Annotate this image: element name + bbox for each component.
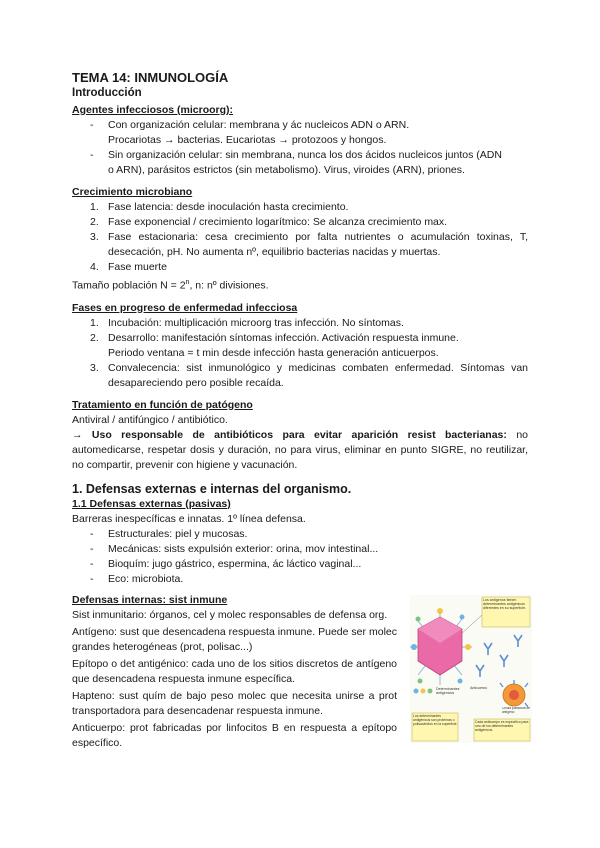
population-formula [72, 275, 528, 294]
list-item [72, 118, 528, 148]
formula-exponent: n [185, 279, 190, 286]
agentes-item-line: Sin organización celular: sin membrana, nunca los dos ácidos nucleicos juntos (ADN [108, 149, 502, 161]
list-text: Bioquím: jugo gástrico, espermina, ác láctico vaginal... [108, 557, 362, 570]
fases-heading: Fases en progreso de enfermedad infecciosa [72, 301, 298, 314]
defensas-heading: 1. Defensas externas e internas del organismo. [72, 481, 352, 496]
agentes-item-line: Procariotas → bacterias. Eucariotas → protozoos y hongos. [108, 134, 387, 146]
paragraph: Epítopo o det antigénico: cada uno de los sitios discretos de antígeno que desencadena respuesta inmune específica. [72, 657, 397, 685]
agentes-item-line: Con organización celular: membrana y ác nucleicos ADN o ARN. [108, 119, 410, 131]
antigen-figure [410, 595, 532, 743]
bullet: - [90, 119, 94, 131]
paragraph: Sist inmunitario: órganos, cel y molec responsables de defensa org. [72, 608, 388, 621]
figure-label-cel-text: Célula portadora de antígeno [502, 706, 530, 714]
list-number: 4. [90, 261, 99, 273]
figure-note-left-text: Los determinantes antigénicos son proteínas o polisacáridos en la superficie. [413, 713, 458, 726]
figure-label-determinantes-text: Determinantes antigénicos [436, 686, 460, 695]
figure-note-top [483, 598, 530, 626]
tratamiento-heading: Tratamiento en función de patógeno [72, 398, 253, 411]
figure-note-top-text: Los antígenos tienen determinantes antigénicos diferentes en su superficie. [483, 597, 526, 610]
list-text: Eco: microbiota. [108, 572, 184, 585]
figure-note-right-text: Cada anticuerpo es específico para uno de los determinantes antigénicos. [475, 719, 529, 732]
intro-heading: Introducción [72, 87, 142, 99]
paragraph: Anticuerpo: prot fabricadas por linfocitos B en respuesta a epítopo específico. [72, 721, 397, 749]
list-number: 2. [90, 331, 99, 344]
list-text: Fase muerte [108, 261, 167, 273]
list-item [72, 200, 528, 215]
bullet: - [90, 572, 94, 585]
figure-label-anticuerpo [470, 681, 500, 689]
bullet: - [90, 557, 94, 570]
page-title: TEMA 14: INMUNOLOGÍA [72, 70, 229, 85]
list-item [72, 215, 528, 230]
list-item [72, 316, 528, 331]
list-item [72, 361, 528, 391]
formula-prefix: Tamaño población N = 2 [72, 279, 186, 292]
list-text: Mecánicas: sists expulsión exterior: orina, mov intestinal... [108, 542, 379, 555]
figure-label-cel [502, 707, 532, 719]
list-number: 2. [90, 216, 99, 228]
tratamiento-bold: Uso responsable de antibióticos para evitar aparición resist bacterianas: [91, 428, 507, 441]
internas-text [72, 593, 397, 751]
agentes-heading: Agentes infecciosos (microorg): [72, 104, 234, 116]
list-text: Fase exponencial / crecimiento logarítmico: Se alcanza crecimiento max. [108, 216, 448, 228]
list-text-extra: Periodo ventana = t min desde infección hasta generación anticuerpos. [108, 346, 439, 359]
list-number: 3. [90, 231, 99, 243]
crecimiento-heading: Crecimiento microbiano [72, 186, 193, 198]
figure-note-left [413, 714, 458, 740]
paragraph: Hapteno: sust quím de bajo peso molec que necesita unirse a prot transportadora para desencadenar respuesta inmune. [72, 689, 397, 717]
legend-dot-icon [421, 688, 426, 693]
figure-note-right [475, 720, 530, 740]
internas-heading: Defensas internas: sist inmune [72, 593, 228, 606]
list-item [72, 230, 528, 260]
list-item [72, 527, 528, 542]
tratamiento-paragraph [72, 428, 528, 473]
list-item [72, 331, 528, 361]
legend-dot-icon [428, 688, 433, 693]
list-number: 1. [90, 201, 99, 213]
bullet: - [90, 149, 94, 161]
list-text: Incubación: multiplicación microorg tras infección. No síntomas. [108, 316, 404, 329]
formula-suffix: , n: nº divisiones. [189, 279, 269, 292]
list-text: Estructurales: piel y mucosas. [108, 527, 248, 540]
list-item [72, 572, 528, 587]
defensas-subheading: 1.1 Defensas externas (pasivas) [72, 497, 231, 510]
tratamiento-rest: no automedicarse, respetar dosis y duración, no para virus, eliminar en punto SIGRE, no reutilizar, no compartir, prevenir con higiene y vacunación. [72, 428, 528, 471]
agentes-item-line: o ARN), parásitos estrictos (sin metabolismo). Virus, viroides (ARN), priones. [108, 164, 465, 176]
paragraph: Antígeno: sust que desencadena respuesta inmune. Puede ser molec grandes heterogéneas (prot, polisac...) [72, 625, 397, 653]
figure-label-anticuerpo-text: Anticuerpo [470, 685, 488, 689]
content [72, 70, 528, 753]
list-item [72, 260, 528, 275]
list-number: 3. [90, 361, 99, 374]
list-text: Fase estacionaria: cesa crecimiento por falta nutrientes o acumulación toxinas, T, desecación, pH. No aumenta nº, equilibrio bacterias nacidas y muertas. [108, 231, 528, 258]
arrow-icon: → [72, 428, 83, 441]
list-item [72, 542, 528, 557]
list-item [72, 557, 528, 572]
list-text: Fase latencia: desde inoculación hasta crecimiento. [108, 201, 349, 213]
defensas-intro: Barreras inespecíficas e innatas. 1º línea defensa. [72, 512, 306, 525]
list-item [72, 148, 528, 178]
list-text: Desarrollo: manifestación síntomas infección. Activación respuesta inmune. [108, 331, 459, 344]
list-number: 1. [90, 316, 99, 329]
bullet: - [90, 527, 94, 540]
list-text: Convalecencia: sist inmunológico y medicinas combaten enfermedad. Síntomas van desapareciendo pero posible recaída. [108, 361, 528, 389]
legend-dot-icon [414, 688, 419, 693]
tratamiento-line: Antiviral / antifúngico / antibiótico. [72, 413, 228, 426]
internas-section [72, 593, 528, 751]
bullet: - [90, 542, 94, 555]
